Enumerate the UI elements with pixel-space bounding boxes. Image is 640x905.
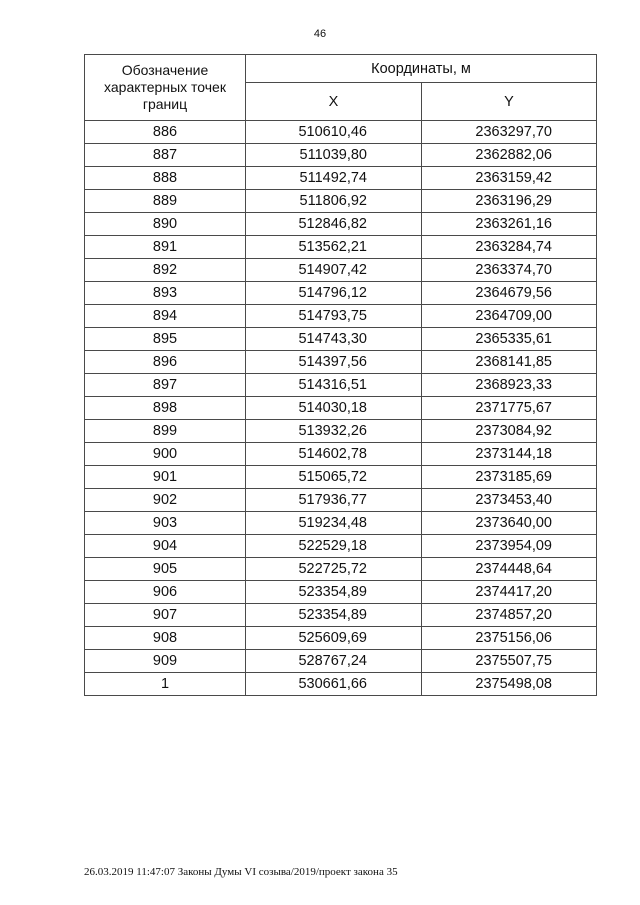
point-cell: 897	[85, 374, 246, 397]
y-cell: 2363159,42	[422, 167, 597, 190]
point-cell: 890	[85, 213, 246, 236]
x-cell: 514602,78	[246, 443, 422, 466]
point-cell: 899	[85, 420, 246, 443]
table-row	[85, 650, 597, 673]
point-cell: 907	[85, 604, 246, 627]
y-cell: 2373084,92	[422, 420, 597, 443]
x-cell: 523354,89	[246, 581, 422, 604]
x-cell: 512846,82	[246, 213, 422, 236]
x-cell: 511806,92	[246, 190, 422, 213]
y-cell: 2371775,67	[422, 397, 597, 420]
table-row	[85, 420, 597, 443]
x-cell: 519234,48	[246, 512, 422, 535]
table-row	[85, 144, 597, 167]
x-cell: 528767,24	[246, 650, 422, 673]
x-cell: 513932,26	[246, 420, 422, 443]
table-body	[85, 121, 597, 696]
table-row	[85, 259, 597, 282]
header-y-label: Y	[422, 83, 597, 121]
x-cell: 530661,66	[246, 673, 422, 696]
table-row	[85, 581, 597, 604]
footer-text: 26.03.2019 11:47:07 Законы Думы VI созыва/2019/проект закона 35	[84, 866, 398, 878]
point-cell: 894	[85, 305, 246, 328]
table-row	[85, 282, 597, 305]
table-row	[85, 397, 597, 420]
point-cell: 895	[85, 328, 246, 351]
x-cell: 510610,46	[246, 121, 422, 144]
point-cell: 893	[85, 282, 246, 305]
y-cell: 2368141,85	[422, 351, 597, 374]
x-cell: 513562,21	[246, 236, 422, 259]
point-cell: 900	[85, 443, 246, 466]
point-cell: 888	[85, 167, 246, 190]
point-cell: 891	[85, 236, 246, 259]
table-row	[85, 190, 597, 213]
table-row	[85, 236, 597, 259]
point-cell: 901	[85, 466, 246, 489]
point-cell: 896	[85, 351, 246, 374]
y-cell: 2373954,09	[422, 535, 597, 558]
point-cell: 902	[85, 489, 246, 512]
table-row	[85, 535, 597, 558]
table-row	[85, 512, 597, 535]
y-cell: 2375498,08	[422, 673, 597, 696]
x-cell: 523354,89	[246, 604, 422, 627]
table-row	[85, 466, 597, 489]
y-cell: 2364709,00	[422, 305, 597, 328]
x-cell: 514907,42	[246, 259, 422, 282]
header-x-label: X	[246, 83, 422, 121]
table-row	[85, 673, 597, 696]
x-cell: 522529,18	[246, 535, 422, 558]
y-cell: 2374417,20	[422, 581, 597, 604]
point-cell: 903	[85, 512, 246, 535]
page-number: 46	[313, 28, 327, 40]
y-cell: 2363261,16	[422, 213, 597, 236]
y-cell: 2363284,74	[422, 236, 597, 259]
x-cell: 522725,72	[246, 558, 422, 581]
table-row	[85, 489, 597, 512]
y-cell: 2374857,20	[422, 604, 597, 627]
x-cell: 511039,80	[246, 144, 422, 167]
x-cell: 514793,75	[246, 305, 422, 328]
y-cell: 2363196,29	[422, 190, 597, 213]
point-cell: 909	[85, 650, 246, 673]
point-cell: 906	[85, 581, 246, 604]
table-row	[85, 443, 597, 466]
x-cell: 514796,12	[246, 282, 422, 305]
header-point-label: Обозначение характерных точек границ	[85, 55, 246, 121]
header-coords-label: Координаты, м	[246, 55, 597, 83]
x-cell: 514030,18	[246, 397, 422, 420]
y-cell: 2363297,70	[422, 121, 597, 144]
y-cell: 2368923,33	[422, 374, 597, 397]
point-cell: 904	[85, 535, 246, 558]
y-cell: 2363374,70	[422, 259, 597, 282]
point-cell: 1	[85, 673, 246, 696]
x-cell: 514397,56	[246, 351, 422, 374]
point-cell: 889	[85, 190, 246, 213]
point-cell: 905	[85, 558, 246, 581]
y-cell: 2373185,69	[422, 466, 597, 489]
table-row	[85, 328, 597, 351]
x-cell: 515065,72	[246, 466, 422, 489]
table-row	[85, 121, 597, 144]
y-cell: 2373453,40	[422, 489, 597, 512]
table-row	[85, 627, 597, 650]
table-row	[85, 558, 597, 581]
point-cell: 892	[85, 259, 246, 282]
y-cell: 2375507,75	[422, 650, 597, 673]
point-cell: 908	[85, 627, 246, 650]
y-cell: 2362882,06	[422, 144, 597, 167]
y-cell: 2373640,00	[422, 512, 597, 535]
table-row	[85, 604, 597, 627]
x-cell: 514316,51	[246, 374, 422, 397]
y-cell: 2373144,18	[422, 443, 597, 466]
y-cell: 2375156,06	[422, 627, 597, 650]
table-row	[85, 374, 597, 397]
table-row	[85, 213, 597, 236]
point-cell: 886	[85, 121, 246, 144]
point-cell: 887	[85, 144, 246, 167]
y-cell: 2365335,61	[422, 328, 597, 351]
y-cell: 2364679,56	[422, 282, 597, 305]
table-row	[85, 351, 597, 374]
x-cell: 511492,74	[246, 167, 422, 190]
table-header	[85, 55, 597, 121]
table-row	[85, 305, 597, 328]
coordinates-table	[84, 54, 597, 696]
x-cell: 517936,77	[246, 489, 422, 512]
x-cell: 514743,30	[246, 328, 422, 351]
x-cell: 525609,69	[246, 627, 422, 650]
y-cell: 2374448,64	[422, 558, 597, 581]
point-cell: 898	[85, 397, 246, 420]
table-row	[85, 167, 597, 190]
